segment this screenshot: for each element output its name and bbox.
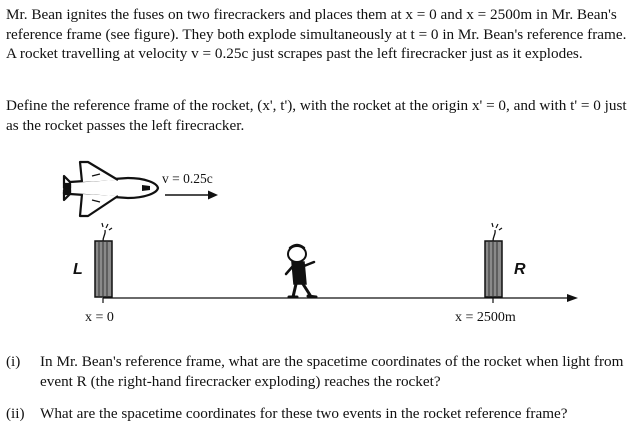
x-axis [103,294,578,303]
mr-bean-figure [286,245,316,297]
question-number: (ii) [6,405,25,422]
velocity-arrow [165,191,218,200]
left-firecracker-icon [95,223,112,297]
define-paragraph: Define the reference frame of the rocket, (x', t'), with the rocket at the origin x' = 0, and with t' = 0 just as the rocket passes the left firecracker. [6,97,627,134]
question-text: What are the spacetime coordinates for these two events in the rocket reference frame? [40,405,568,422]
x-right-label: x = 2500m [455,310,516,325]
question-2 [6,404,636,424]
question-text: In Mr. Bean's reference frame, what are the spacetime coordinates of the rocket when light from event R (the right-hand firecracker exploding) reaches the rocket? [40,353,624,390]
question-number: (i) [6,353,21,370]
question-1 [6,352,636,391]
right-firecracker-icon [485,223,502,297]
intro-paragraph: Mr. Bean ignites the fuses on two firecrackers and places them at x = 0 and x = 2500m in Mr. Bean's reference frame (see figure). They both explode simultaneously at t = 0 in Mr. Bean's reference frame. A rocket travelling at velocity v = 0.25c just scrapes past the left firecracker just as it explodes. [6,6,627,63]
left-label: L [73,261,83,278]
right-label: R [514,261,526,278]
velocity-label: v = 0.25c [162,171,213,186]
x-left-label: x = 0 [85,310,114,325]
rocket-icon [64,162,158,216]
